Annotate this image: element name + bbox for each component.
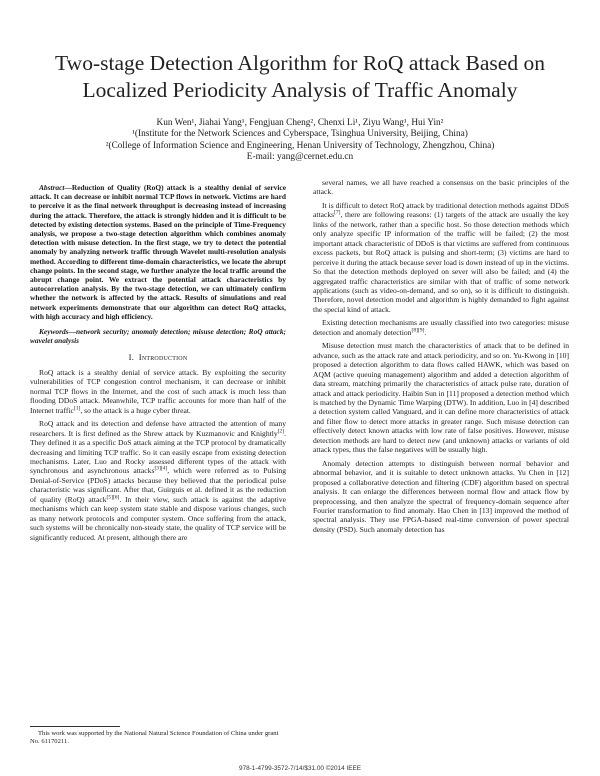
affiliation-2: ²(College of Information Science and Engineering, Henan University of Technology, Zhengzhou, China)	[105, 140, 495, 151]
section-numeral: I.	[128, 352, 135, 363]
keywords: Keywords—network security; anomaly detection; misuse detection; RoQ attack; wavelet analysis	[30, 327, 286, 346]
copyright-line: 978-1-4799-3572-7/14/$31.00 ©2014 IEEE	[239, 765, 361, 772]
left-body	[30, 368, 286, 542]
section-heading	[30, 353, 286, 362]
title-line-2: Localized Periodicity Analysis of Traffic Anomaly	[82, 78, 518, 102]
author-block	[30, 118, 570, 164]
affiliation-1: ¹(Institute for the Network Sciences and Cyberspace, Tsinghua University, Beijing, China)	[132, 129, 468, 140]
footnote: This work was supported by the National Natural Science Foundation of China under grant No. 61170211.	[30, 730, 279, 745]
left-column	[30, 183, 286, 546]
body-paragraph: RoQ attack is a stealthy denial of service attack. By exploiting the security vulnerabilities of TCP congestion control mechanism, it can decrease or inhibit normal TCP flows in the Internet, and the cost of such attack is much less than flooding DDoS attack. Meanwhile, TCP traffic accounts for more than half of the Internet traffic[1], so the attack is a huge cyber threat.	[30, 367, 286, 415]
right-column	[313, 178, 569, 538]
body-paragraph: RoQ attack and its detection and defense have attracted the attention of many researchers. It is first defined as the Shrew attack by Kuzmanovic and Knightly[2]. They defined it as a specific DoS attack aiming at the TCP protocol by dramatically decreasing and limiting TCP traffic. So it can easily escape from existing detection mechanisms. Later, Luo and Rocky assessed different types of the attack with synchronous and asynchronous attacks[3][4], which were referred as to Pulsing Denial-of-Service (PDoS) attacks because they believed that the periodical pulse characteristic was significant. After that, Guirguis et al. defined it as the reduction of quality (RoQ) attack[5][6]. In their view, such attack is against the adaptive mechanisms which can keep system state stable and dispose various changes, such as many network protocols and computer system. Once suffering from the attack, such systems will be chronically non-steady state, the quality of TCP service will be significantly reduced. At present, although there are	[30, 419, 286, 542]
body-paragraph: It is difficult to detect RoQ attack by traditional detection methods against DDoS attacks[7], there are following reasons: (1) targets of the attack are usually the key links of the network, rather than a specific host. So those detection methods which only analyze specific IP information of the traffic will be failed; (2) the most important attack characteristic of DDoS is that victims are suffered from continuous excess packets, but RoQ attack is pulsing and short-term; (3) victims are hard to perceive it during the attack because sever load is down instead of up in the victims. So that the detection methods deployed on sever will also be failed; and (4) the aggregated traffic characteristics are similar with that of traffic of some network applications (such as video-on-demand, and so on), so it is difficult to distinguish. Therefore, novel detection model and algorithm is highly demanded to fight against the special kind of attack.	[313, 200, 569, 314]
section-title: Introduction	[138, 352, 188, 363]
body-paragraph: Anomaly detection attempts to distinguish between normal behavior and abnormal behavior, and it is suitable to detect unknown attacks. Yu Chen in [12] proposed a collaborative detection and filtering (CDF) algorithm based on spectral analysis. It can enlarge the differences between normal flow and attack flow by preprocessing, and then analyze the spectral of frequency-domain sequence after Fourier transformation to find anomaly. Hao Chen in [13] improved the method of spectral analysis. They use FPGA-based real-time conversion of power spectral density (PSD). Such anomaly detection has	[313, 458, 570, 534]
body-paragraph: several names, we all have reached a consensus on the basic principles of the attack.	[313, 178, 569, 197]
paper-title	[30, 50, 570, 104]
footnote-divider	[30, 726, 120, 727]
right-body	[313, 178, 569, 534]
author-names: Kun Wen¹, Jiahai Yang¹, Fengjuan Cheng², Chenxi Li¹, Ziyu Wang¹, Hui Yin²	[156, 118, 444, 128]
abstract-text: —Reduction of Quality (RoQ) attack is a stealthy denial of service attack. It can decrease or inhibit normal TCP flows in network. Victims are hard to perceive it as the final network throughput is decreasing instead of increasing during the attack. Therefore, the attack is strongly hidden and it is difficult to be detected by existing detection systems. Based on the principle of Time-Frequency analysis, we propose a two-stage detection algorithm which combines anomaly detection with misuse detection. In the first stage, we try to detect the potential anomaly by analyzing network traffic through Wavelet multi-resolution analysis method. According to different time-domain characteristics, we locate the abrupt change points. In the second stage, we further analyze the local traffic around the abrupt change point. We extract the potential attack characteristics by autocorrelation analysis. By the two-stage detection, we can ultimately confirm whether the network is affected by the attack. Results of simulations and real network experiments demonstrate that our algorithm can detect RoQ attacks, with high accuracy and high efficiency.	[30, 183, 286, 321]
abstract-lead: Abstract	[39, 183, 65, 192]
author-email: E-mail: yang@cernet.edu.cn	[246, 152, 354, 163]
body-paragraph: Misuse detection must match the characteristics of attack that to be defined in advance, such as the attack rate and attack periodicity, and so on. Yu-Kwong in [10] proposed a detection algorithm to data flows called HAWK, which was based on AQM (active queuing management) algorithm and added a detection algorithm of data stream, matching primarily the characteristics of attack pulse rate, duration of attack and attack periodicity. Haibin Sun in [11] proposed a detection method which is matched by the Dynamic Time Warping (DTW). In addition, Luo in [4] described a detection system called Vanguard, and it can define more characteristics of attack and filter flow to detect more attacks in greater range. Such misuse detection can effectively detect known attacks with low rate of false positives. However, misuse detection methods are hard to detect new (and unknown) attacks or variants of old attack types, thus the false negatives will be usually high.	[313, 341, 570, 455]
abstract	[30, 183, 286, 321]
title-line-1: Two-stage Detection Algorithm for RoQ attack Based on	[55, 51, 545, 75]
body-paragraph: Existing detection mechanisms are usually classified into two categories: misuse detection and anomaly detection[8][9].	[313, 318, 569, 337]
